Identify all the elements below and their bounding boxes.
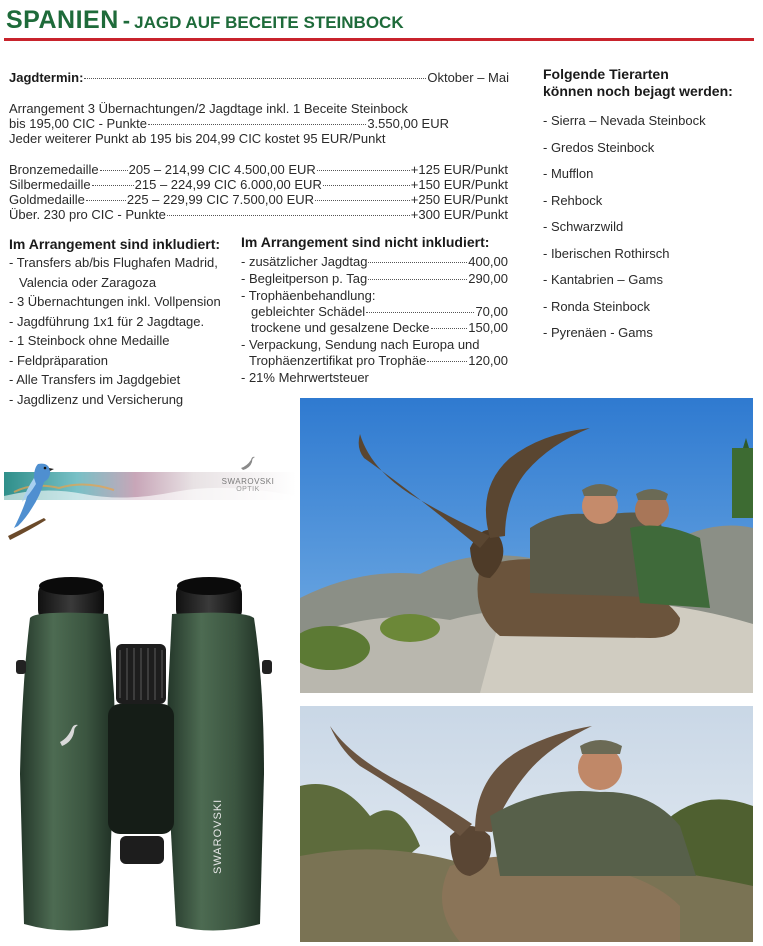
- title-rule: [4, 38, 754, 41]
- title-country: SPANIEN: [6, 6, 119, 34]
- swan-icon: [237, 454, 259, 472]
- list-item: - 1 Steinbock ohne Medaille: [9, 333, 170, 348]
- termin-row: [9, 70, 509, 85]
- excluded-row: [249, 353, 508, 368]
- list-item: - Alle Transfers im Jagdgebiet: [9, 372, 181, 387]
- logo-brand: SWAROVSKI: [221, 477, 275, 486]
- page-title: [6, 6, 404, 35]
- title-dash: -: [122, 8, 131, 33]
- logo-optik: OPTIK: [236, 486, 260, 493]
- species-list: [543, 108, 706, 347]
- excluded-label: - Trophäenbehandlung:: [241, 288, 376, 303]
- medal-extra: +125 EUR/Punkt: [410, 162, 508, 177]
- dot-leader: [84, 78, 426, 79]
- list-item: - Pyrenäen - Gams: [543, 325, 653, 340]
- medal-row: [9, 162, 508, 177]
- swarovski-logo: [218, 454, 278, 494]
- arrangement-line2: [9, 116, 449, 131]
- dot-leader: [100, 170, 128, 171]
- list-item: - Iberischen Rothirsch: [543, 245, 670, 261]
- dot-leader: [323, 185, 410, 186]
- list-item: - Jagdführung 1x1 für 2 Jagdtage.: [9, 313, 205, 329]
- excluded-price: 150,00: [468, 320, 508, 335]
- medal-label: Silbermedaille: [9, 177, 91, 192]
- hunt-photo-1: [300, 398, 753, 693]
- dot-leader: [92, 185, 134, 186]
- dot-leader: [167, 215, 410, 216]
- medal-extra: +250 EUR/Punkt: [410, 192, 508, 207]
- photo-image: [300, 398, 753, 693]
- excluded-row: [241, 370, 508, 385]
- species-heading-line1: Folgende Tierarten: [543, 66, 669, 82]
- medal-extra: +300 EUR/Punkt: [410, 207, 508, 222]
- arrangement-line3: Jeder weiterer Punkt ab 195 bis 204,99 CIC kostet 95 EUR/Punkt: [9, 131, 386, 146]
- dot-leader: [368, 262, 467, 263]
- excluded-row: [241, 288, 508, 303]
- dot-leader: [368, 279, 467, 280]
- termin-label: Jagdtermin:: [9, 70, 84, 85]
- excluded-price: 70,00: [475, 304, 508, 319]
- list-item: - Ronda Steinbock: [543, 298, 650, 314]
- list-item: - Kantabrien – Gams: [543, 272, 663, 287]
- excluded-row: [241, 271, 508, 286]
- dot-leader: [148, 124, 366, 125]
- dot-leader: [427, 361, 467, 362]
- excluded-label: - Begleitperson p. Tag: [241, 271, 368, 286]
- excluded-price: 290,00: [468, 271, 508, 286]
- medal-range: 205 – 214,99 CIC 4.500,00 EUR: [128, 162, 316, 177]
- species-heading-line2: können noch bejagt werden:: [543, 83, 733, 99]
- excluded-label: gebleichter Schädel: [251, 304, 366, 319]
- dot-leader: [366, 312, 474, 313]
- list-item: - Feldpräparation: [9, 352, 108, 368]
- dot-leader: [317, 170, 410, 171]
- excluded-price: 400,00: [468, 254, 508, 269]
- dot-leader: [315, 200, 410, 201]
- medal-range: 225 – 229,99 CIC 7.500,00 EUR: [126, 192, 315, 207]
- arrangement-price: 3.550,00 EUR: [367, 116, 449, 131]
- included-heading: Im Arrangement sind inkludiert:: [9, 236, 221, 252]
- dot-leader: [431, 328, 468, 329]
- excluded-label: trockene und gesalzene Decke: [251, 320, 430, 335]
- excluded-row: [251, 304, 508, 319]
- list-item: - 3 Übernachtungen inkl. Vollpension: [9, 294, 221, 309]
- dot-leader: [86, 200, 126, 201]
- excluded-price: 120,00: [468, 353, 508, 368]
- photo-image: [300, 706, 753, 942]
- binocular-brand: SWAROVSKI: [212, 798, 224, 874]
- excluded-row: [241, 337, 508, 352]
- medal-extra: +150 EUR/Punkt: [410, 177, 508, 192]
- medal-label: Über. 230 pro CIC - Punkte: [9, 207, 166, 222]
- list-item: - Jagdlizenz und Versicherung: [9, 391, 184, 407]
- list-item: - Transfers ab/bis Flughafen Madrid,: [9, 255, 218, 270]
- excluded-heading: Im Arrangement sind nicht inkludiert:: [241, 234, 490, 250]
- medal-row: [9, 177, 508, 192]
- medal-row: [9, 207, 508, 222]
- termin-value: Oktober – Mai: [427, 70, 509, 85]
- excluded-label: Trophäenzertifikat pro Trophäe: [249, 353, 427, 368]
- medal-label: Goldmedaille: [9, 192, 85, 207]
- medal-range: 215 – 224,99 CIC 6.000,00 EUR: [134, 177, 322, 192]
- excluded-row: [241, 254, 508, 269]
- list-item: - Mufflon: [543, 166, 594, 181]
- excluded-label: - 21% Mehrwertsteuer: [241, 370, 369, 385]
- list-item: Valencia oder Zaragoza: [19, 274, 157, 290]
- arrangement-line1: Arrangement 3 Übernachtungen/2 Jagdtage inkl. 1 Beceite Steinbock: [9, 101, 408, 116]
- bird-icon: [4, 456, 70, 542]
- medal-label: Bronzemedaille: [9, 162, 99, 177]
- list-item: - Sierra – Nevada Steinbock: [543, 113, 706, 128]
- binoculars-image: [16, 574, 272, 936]
- medal-row: [9, 192, 508, 207]
- excluded-label: - zusätzlicher Jagdtag: [241, 254, 368, 269]
- list-item: - Gredos Steinbock: [543, 139, 655, 155]
- list-item: - Schwarzwild: [543, 219, 624, 234]
- title-subtitle: JAGD AUF BECEITE STEINBOCK: [134, 13, 404, 32]
- hunt-photo-2: [300, 706, 753, 942]
- list-item: - Rehbock: [543, 192, 603, 208]
- excluded-label: - Verpackung, Sendung nach Europa und: [241, 337, 480, 352]
- excluded-row: [251, 320, 508, 335]
- arrangement-points-label: bis 195,00 CIC - Punkte: [9, 116, 148, 131]
- included-list: [9, 253, 221, 409]
- species-heading: [543, 66, 733, 100]
